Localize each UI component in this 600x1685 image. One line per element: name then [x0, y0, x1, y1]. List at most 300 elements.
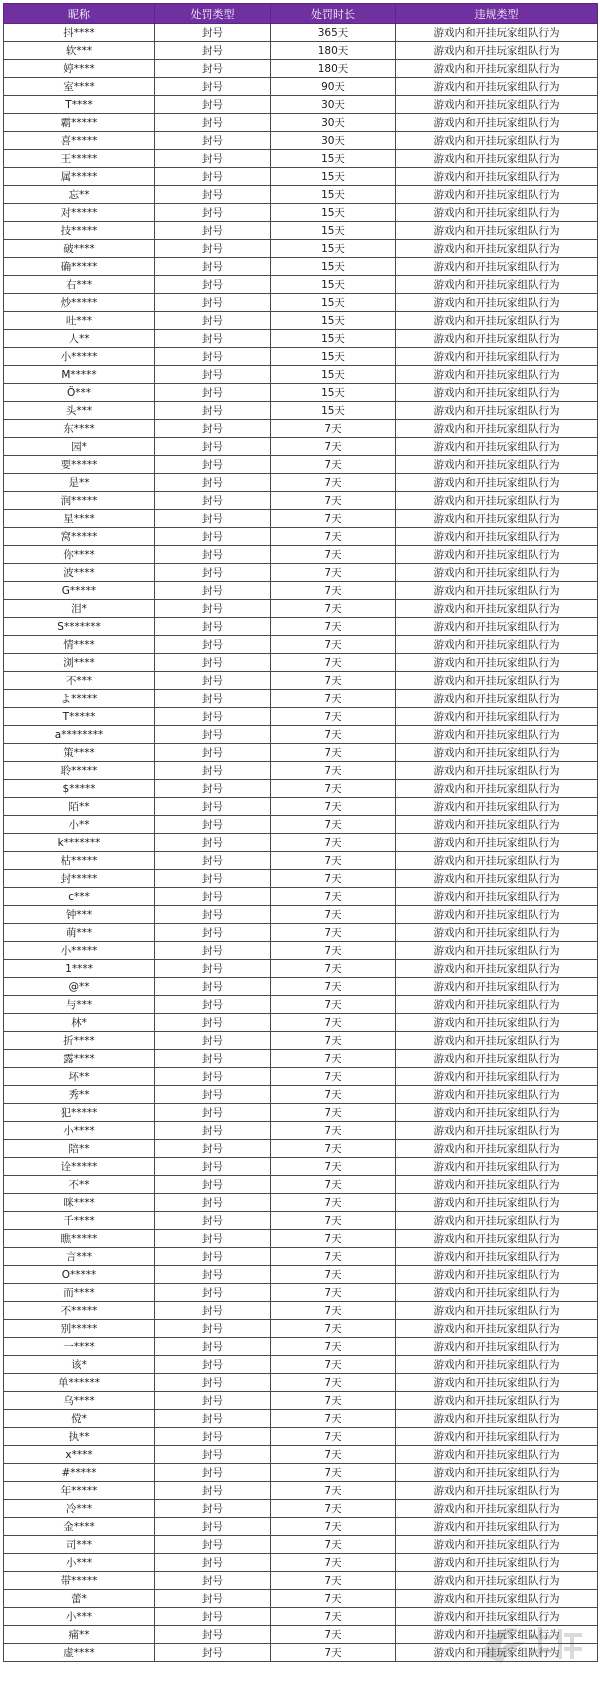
cell-violation-type: 游戏内和开挂玩家组队行为 [396, 1194, 598, 1212]
cell-penalty-duration: 7天 [271, 942, 396, 960]
cell-nickname: c*** [4, 888, 155, 906]
cell-violation-type: 游戏内和开挂玩家组队行为 [396, 204, 598, 222]
table-row [4, 1644, 598, 1662]
cell-penalty-type: 封号 [155, 132, 271, 150]
table-row [4, 924, 598, 942]
cell-nickname: 小*** [4, 1554, 155, 1572]
cell-penalty-type: 封号 [155, 1140, 271, 1158]
cell-nickname: 折**** [4, 1032, 155, 1050]
cell-violation-type: 游戏内和开挂玩家组队行为 [396, 960, 598, 978]
cell-violation-type: 游戏内和开挂玩家组队行为 [396, 870, 598, 888]
cell-violation-type: 游戏内和开挂玩家组队行为 [396, 672, 598, 690]
table-row [4, 1410, 598, 1428]
cell-nickname: 带***** [4, 1572, 155, 1590]
cell-penalty-duration: 30天 [271, 132, 396, 150]
cell-nickname: 而**** [4, 1284, 155, 1302]
cell-nickname: 策**** [4, 744, 155, 762]
cell-nickname: 喜***** [4, 132, 155, 150]
table-row [4, 1536, 598, 1554]
cell-penalty-type: 封号 [155, 1446, 271, 1464]
cell-violation-type: 游戏内和开挂玩家组队行为 [396, 1230, 598, 1248]
table-row [4, 654, 598, 672]
cell-nickname: 吐*** [4, 312, 155, 330]
cell-penalty-type: 封号 [155, 708, 271, 726]
cell-penalty-type: 封号 [155, 438, 271, 456]
cell-penalty-duration: 7天 [271, 1302, 396, 1320]
cell-penalty-duration: 7天 [271, 798, 396, 816]
cell-violation-type: 游戏内和开挂玩家组队行为 [396, 1158, 598, 1176]
cell-penalty-duration: 7天 [271, 1536, 396, 1554]
table-row [4, 780, 598, 798]
cell-penalty-duration: 7天 [271, 1014, 396, 1032]
cell-violation-type: 游戏内和开挂玩家组队行为 [396, 1410, 598, 1428]
cell-penalty-duration: 7天 [271, 1284, 396, 1302]
table-row [4, 438, 598, 456]
cell-nickname: 情**** [4, 636, 155, 654]
cell-penalty-duration: 30天 [271, 114, 396, 132]
cell-penalty-duration: 7天 [271, 1212, 396, 1230]
cell-violation-type: 游戏内和开挂玩家组队行为 [396, 816, 598, 834]
cell-violation-type: 游戏内和开挂玩家组队行为 [396, 1356, 598, 1374]
cell-penalty-type: 封号 [155, 1266, 271, 1284]
cell-violation-type: 游戏内和开挂玩家组队行为 [396, 1374, 598, 1392]
table-row [4, 1176, 598, 1194]
cell-penalty-type: 封号 [155, 24, 271, 42]
table-row [4, 672, 598, 690]
cell-nickname: #***** [4, 1464, 155, 1482]
cell-nickname: 园* [4, 438, 155, 456]
cell-penalty-duration: 7天 [271, 1356, 396, 1374]
cell-nickname: 你**** [4, 546, 155, 564]
cell-penalty-duration: 7天 [271, 1446, 396, 1464]
table-header [4, 4, 598, 24]
cell-penalty-duration: 7天 [271, 1122, 396, 1140]
cell-violation-type: 游戏内和开挂玩家组队行为 [396, 60, 598, 78]
cell-penalty-duration: 7天 [271, 1518, 396, 1536]
table-row [4, 78, 598, 96]
cell-penalty-type: 封号 [155, 114, 271, 132]
cell-nickname: 小*** [4, 1608, 155, 1626]
cell-penalty-duration: 7天 [271, 1392, 396, 1410]
cell-penalty-type: 封号 [155, 1428, 271, 1446]
cell-nickname: 言*** [4, 1248, 155, 1266]
cell-penalty-type: 封号 [155, 330, 271, 348]
cell-violation-type: 游戏内和开挂玩家组队行为 [396, 690, 598, 708]
cell-penalty-duration: 7天 [271, 906, 396, 924]
cell-violation-type: 游戏内和开挂玩家组队行为 [396, 924, 598, 942]
table-row [4, 852, 598, 870]
cell-penalty-duration: 7天 [271, 1626, 396, 1644]
cell-violation-type: 游戏内和开挂玩家组队行为 [396, 1428, 598, 1446]
table-row [4, 114, 598, 132]
cell-penalty-type: 封号 [155, 276, 271, 294]
cell-nickname: 泪* [4, 600, 155, 618]
table-row [4, 1140, 598, 1158]
cell-penalty-duration: 7天 [271, 636, 396, 654]
cell-penalty-type: 封号 [155, 1392, 271, 1410]
cell-penalty-duration: 7天 [271, 1338, 396, 1356]
cell-violation-type: 游戏内和开挂玩家组队行为 [396, 366, 598, 384]
cell-penalty-duration: 7天 [271, 1248, 396, 1266]
cell-penalty-type: 封号 [155, 726, 271, 744]
cell-penalty-type: 封号 [155, 870, 271, 888]
cell-violation-type: 游戏内和开挂玩家组队行为 [396, 1392, 598, 1410]
table-row [4, 1572, 598, 1590]
cell-nickname: 头*** [4, 402, 155, 420]
cell-violation-type: 游戏内和开挂玩家组队行为 [396, 78, 598, 96]
cell-penalty-type: 封号 [155, 1104, 271, 1122]
cell-nickname: G***** [4, 582, 155, 600]
cell-penalty-type: 封号 [155, 636, 271, 654]
table-row [4, 1032, 598, 1050]
cell-penalty-duration: 7天 [271, 1032, 396, 1050]
cell-violation-type: 游戏内和开挂玩家组队行为 [396, 564, 598, 582]
cell-penalty-duration: 7天 [271, 1320, 396, 1338]
table-row [4, 564, 598, 582]
table-row [4, 1428, 598, 1446]
cell-penalty-type: 封号 [155, 528, 271, 546]
cell-penalty-type: 封号 [155, 1248, 271, 1266]
cell-penalty-type: 封号 [155, 654, 271, 672]
cell-penalty-type: 封号 [155, 996, 271, 1014]
cell-penalty-duration: 15天 [271, 240, 396, 258]
cell-penalty-type: 封号 [155, 366, 271, 384]
cell-penalty-type: 封号 [155, 348, 271, 366]
cell-penalty-type: 封号 [155, 1590, 271, 1608]
cell-nickname: よ***** [4, 690, 155, 708]
cell-nickname: 诠***** [4, 1158, 155, 1176]
cell-violation-type: 游戏内和开挂玩家组队行为 [396, 618, 598, 636]
cell-nickname: $***** [4, 780, 155, 798]
cell-nickname: 年***** [4, 1482, 155, 1500]
table-row [4, 150, 598, 168]
cell-violation-type: 游戏内和开挂玩家组队行为 [396, 1176, 598, 1194]
cell-penalty-type: 封号 [155, 1644, 271, 1662]
cell-nickname: 犯***** [4, 1104, 155, 1122]
cell-nickname: 乌**** [4, 1392, 155, 1410]
cell-violation-type: 游戏内和开挂玩家组队行为 [396, 654, 598, 672]
table-row [4, 1500, 598, 1518]
cell-violation-type: 游戏内和开挂玩家组队行为 [396, 942, 598, 960]
cell-penalty-type: 封号 [155, 816, 271, 834]
cell-penalty-type: 封号 [155, 402, 271, 420]
cell-nickname: Ö*** [4, 384, 155, 402]
table-row [4, 1338, 598, 1356]
cell-nickname: 执** [4, 1428, 155, 1446]
cell-violation-type: 游戏内和开挂玩家组队行为 [396, 528, 598, 546]
cell-penalty-type: 封号 [155, 1194, 271, 1212]
cell-violation-type: 游戏内和开挂玩家组队行为 [396, 42, 598, 60]
cell-penalty-type: 封号 [155, 744, 271, 762]
cell-penalty-type: 封号 [155, 222, 271, 240]
cell-nickname: 星**** [4, 510, 155, 528]
cell-penalty-duration: 7天 [271, 1176, 396, 1194]
table-row [4, 1248, 598, 1266]
cell-penalty-type: 封号 [155, 204, 271, 222]
table-row [4, 168, 598, 186]
table-row [4, 24, 598, 42]
table-row [4, 294, 598, 312]
cell-penalty-duration: 7天 [271, 1140, 396, 1158]
cell-penalty-duration: 15天 [271, 402, 396, 420]
cell-penalty-type: 封号 [155, 312, 271, 330]
table-row [4, 1122, 598, 1140]
cell-penalty-duration: 7天 [271, 510, 396, 528]
table-row [4, 276, 598, 294]
cell-violation-type: 游戏内和开挂玩家组队行为 [396, 222, 598, 240]
cell-penalty-type: 封号 [155, 1212, 271, 1230]
cell-violation-type: 游戏内和开挂玩家组队行为 [396, 24, 598, 42]
cell-nickname: 室**** [4, 78, 155, 96]
cell-nickname: 林* [4, 1014, 155, 1032]
cell-penalty-duration: 7天 [271, 816, 396, 834]
table-row [4, 1446, 598, 1464]
cell-nickname: T***** [4, 708, 155, 726]
cell-penalty-duration: 15天 [271, 384, 396, 402]
cell-penalty-duration: 7天 [271, 582, 396, 600]
cell-violation-type: 游戏内和开挂玩家组队行为 [396, 258, 598, 276]
header-penalty-type: 处罚类型 [155, 4, 271, 24]
cell-violation-type: 游戏内和开挂玩家组队行为 [396, 1302, 598, 1320]
cell-penalty-duration: 7天 [271, 690, 396, 708]
cell-penalty-duration: 7天 [271, 1158, 396, 1176]
header-penalty-duration: 处罚时长 [271, 4, 396, 24]
cell-nickname: @** [4, 978, 155, 996]
cell-penalty-duration: 7天 [271, 1194, 396, 1212]
cell-violation-type: 游戏内和开挂玩家组队行为 [396, 186, 598, 204]
cell-violation-type: 游戏内和开挂玩家组队行为 [396, 1626, 598, 1644]
cell-penalty-type: 封号 [155, 1284, 271, 1302]
cell-nickname: 蕾* [4, 1590, 155, 1608]
table-row [4, 330, 598, 348]
cell-nickname: 忘** [4, 186, 155, 204]
header-row [4, 4, 598, 24]
cell-penalty-type: 封号 [155, 672, 271, 690]
cell-nickname: 确***** [4, 258, 155, 276]
cell-penalty-type: 封号 [155, 1464, 271, 1482]
cell-nickname: 虚**** [4, 1644, 155, 1662]
cell-nickname: x**** [4, 1446, 155, 1464]
table-row [4, 510, 598, 528]
cell-penalty-type: 封号 [155, 1338, 271, 1356]
cell-penalty-type: 封号 [155, 456, 271, 474]
table-row [4, 1230, 598, 1248]
cell-penalty-type: 封号 [155, 852, 271, 870]
cell-nickname: 不** [4, 1176, 155, 1194]
table-row [4, 402, 598, 420]
table-row [4, 960, 598, 978]
cell-penalty-duration: 7天 [271, 672, 396, 690]
table-row [4, 1626, 598, 1644]
cell-nickname: 痛** [4, 1626, 155, 1644]
cell-violation-type: 游戏内和开挂玩家组队行为 [396, 1014, 598, 1032]
table-row [4, 1464, 598, 1482]
cell-penalty-duration: 15天 [271, 330, 396, 348]
table-row [4, 870, 598, 888]
cell-nickname: S******* [4, 618, 155, 636]
cell-violation-type: 游戏内和开挂玩家组队行为 [396, 384, 598, 402]
cell-penalty-duration: 7天 [271, 870, 396, 888]
cell-violation-type: 游戏内和开挂玩家组队行为 [396, 402, 598, 420]
cell-penalty-duration: 7天 [271, 1590, 396, 1608]
cell-nickname: 聆***** [4, 762, 155, 780]
cell-nickname: 霸***** [4, 114, 155, 132]
cell-penalty-duration: 7天 [271, 1482, 396, 1500]
cell-violation-type: 游戏内和开挂玩家组队行为 [396, 96, 598, 114]
cell-violation-type: 游戏内和开挂玩家组队行为 [396, 834, 598, 852]
cell-penalty-type: 封号 [155, 1536, 271, 1554]
cell-nickname: T**** [4, 96, 155, 114]
cell-nickname: 别***** [4, 1320, 155, 1338]
table-row [4, 1320, 598, 1338]
cell-penalty-duration: 7天 [271, 1104, 396, 1122]
cell-violation-type: 游戏内和开挂玩家组队行为 [396, 1086, 598, 1104]
cell-nickname: 润***** [4, 492, 155, 510]
cell-violation-type: 游戏内和开挂玩家组队行为 [396, 1050, 598, 1068]
table-row [4, 834, 598, 852]
cell-penalty-duration: 15天 [271, 222, 396, 240]
cell-penalty-type: 封号 [155, 780, 271, 798]
cell-penalty-duration: 7天 [271, 618, 396, 636]
cell-nickname: 傥* [4, 1410, 155, 1428]
cell-violation-type: 游戏内和开挂玩家组队行为 [396, 1320, 598, 1338]
cell-violation-type: 游戏内和开挂玩家组队行为 [396, 762, 598, 780]
penalty-table [3, 3, 598, 1662]
cell-penalty-duration: 180天 [271, 60, 396, 78]
cell-nickname: 对***** [4, 204, 155, 222]
cell-violation-type: 游戏内和开挂玩家组队行为 [396, 240, 598, 258]
penalty-table-container [3, 3, 597, 1662]
cell-penalty-type: 封号 [155, 294, 271, 312]
cell-penalty-type: 封号 [155, 582, 271, 600]
table-row [4, 618, 598, 636]
cell-penalty-duration: 7天 [271, 564, 396, 582]
cell-penalty-type: 封号 [155, 888, 271, 906]
cell-penalty-type: 封号 [155, 492, 271, 510]
cell-nickname: 是** [4, 474, 155, 492]
cell-violation-type: 游戏内和开挂玩家组队行为 [396, 1068, 598, 1086]
table-row [4, 420, 598, 438]
cell-nickname: 炒***** [4, 294, 155, 312]
table-row [4, 1050, 598, 1068]
cell-penalty-type: 封号 [155, 564, 271, 582]
cell-violation-type: 游戏内和开挂玩家组队行为 [396, 1032, 598, 1050]
cell-penalty-type: 封号 [155, 1374, 271, 1392]
table-row [4, 1086, 598, 1104]
cell-violation-type: 游戏内和开挂玩家组队行为 [396, 1140, 598, 1158]
cell-violation-type: 游戏内和开挂玩家组队行为 [396, 1608, 598, 1626]
cell-nickname: 波**** [4, 564, 155, 582]
cell-penalty-duration: 7天 [271, 924, 396, 942]
cell-penalty-type: 封号 [155, 546, 271, 564]
table-row [4, 456, 598, 474]
cell-penalty-duration: 7天 [271, 420, 396, 438]
cell-penalty-duration: 7天 [271, 528, 396, 546]
cell-penalty-type: 封号 [155, 78, 271, 96]
cell-violation-type: 游戏内和开挂玩家组队行为 [396, 1518, 598, 1536]
cell-penalty-type: 封号 [155, 1410, 271, 1428]
cell-nickname: 右*** [4, 276, 155, 294]
cell-violation-type: 游戏内和开挂玩家组队行为 [396, 1122, 598, 1140]
table-row [4, 798, 598, 816]
cell-penalty-type: 封号 [155, 1572, 271, 1590]
cell-penalty-type: 封号 [155, 1068, 271, 1086]
cell-violation-type: 游戏内和开挂玩家组队行为 [396, 600, 598, 618]
cell-penalty-duration: 7天 [271, 762, 396, 780]
table-row [4, 96, 598, 114]
cell-penalty-duration: 7天 [271, 996, 396, 1014]
cell-nickname: 要***** [4, 456, 155, 474]
cell-nickname: 王***** [4, 150, 155, 168]
cell-penalty-type: 封号 [155, 258, 271, 276]
cell-violation-type: 游戏内和开挂玩家组队行为 [396, 1284, 598, 1302]
table-row [4, 888, 598, 906]
cell-violation-type: 游戏内和开挂玩家组队行为 [396, 582, 598, 600]
cell-nickname: M***** [4, 366, 155, 384]
cell-penalty-duration: 7天 [271, 1644, 396, 1662]
cell-nickname: 1**** [4, 960, 155, 978]
table-row [4, 1518, 598, 1536]
cell-nickname: 软*** [4, 42, 155, 60]
header-nickname: 昵称 [4, 4, 155, 24]
cell-nickname: 金**** [4, 1518, 155, 1536]
table-row [4, 528, 598, 546]
table-row [4, 1590, 598, 1608]
cell-violation-type: 游戏内和开挂玩家组队行为 [396, 1554, 598, 1572]
cell-penalty-duration: 15天 [271, 258, 396, 276]
cell-violation-type: 游戏内和开挂玩家组队行为 [396, 888, 598, 906]
cell-penalty-type: 封号 [155, 960, 271, 978]
cell-nickname: 坏** [4, 1068, 155, 1086]
cell-violation-type: 游戏内和开挂玩家组队行为 [396, 1338, 598, 1356]
cell-nickname: 封***** [4, 870, 155, 888]
cell-violation-type: 游戏内和开挂玩家组队行为 [396, 348, 598, 366]
cell-nickname: 破**** [4, 240, 155, 258]
table-row [4, 1608, 598, 1626]
cell-violation-type: 游戏内和开挂玩家组队行为 [396, 276, 598, 294]
cell-nickname: 冷*** [4, 1500, 155, 1518]
cell-violation-type: 游戏内和开挂玩家组队行为 [396, 132, 598, 150]
cell-nickname: 小***** [4, 348, 155, 366]
table-body [4, 24, 598, 1662]
table-row [4, 492, 598, 510]
table-row [4, 1212, 598, 1230]
cell-violation-type: 游戏内和开挂玩家组队行为 [396, 456, 598, 474]
cell-penalty-duration: 7天 [271, 978, 396, 996]
table-row [4, 762, 598, 780]
cell-penalty-type: 封号 [155, 618, 271, 636]
cell-nickname: 东**** [4, 420, 155, 438]
cell-penalty-type: 封号 [155, 60, 271, 78]
cell-violation-type: 游戏内和开挂玩家组队行为 [396, 168, 598, 186]
cell-penalty-duration: 7天 [271, 456, 396, 474]
table-row [4, 708, 598, 726]
cell-nickname: 小***** [4, 942, 155, 960]
table-row [4, 1284, 598, 1302]
cell-penalty-duration: 7天 [271, 1050, 396, 1068]
table-row [4, 348, 598, 366]
cell-penalty-duration: 180天 [271, 42, 396, 60]
cell-penalty-duration: 15天 [271, 150, 396, 168]
header-violation-type: 违规类型 [396, 4, 598, 24]
cell-penalty-duration: 7天 [271, 708, 396, 726]
cell-violation-type: 游戏内和开挂玩家组队行为 [396, 996, 598, 1014]
cell-nickname: 技***** [4, 222, 155, 240]
cell-penalty-type: 封号 [155, 1302, 271, 1320]
table-row [4, 1482, 598, 1500]
cell-violation-type: 游戏内和开挂玩家组队行为 [396, 708, 598, 726]
table-row [4, 816, 598, 834]
